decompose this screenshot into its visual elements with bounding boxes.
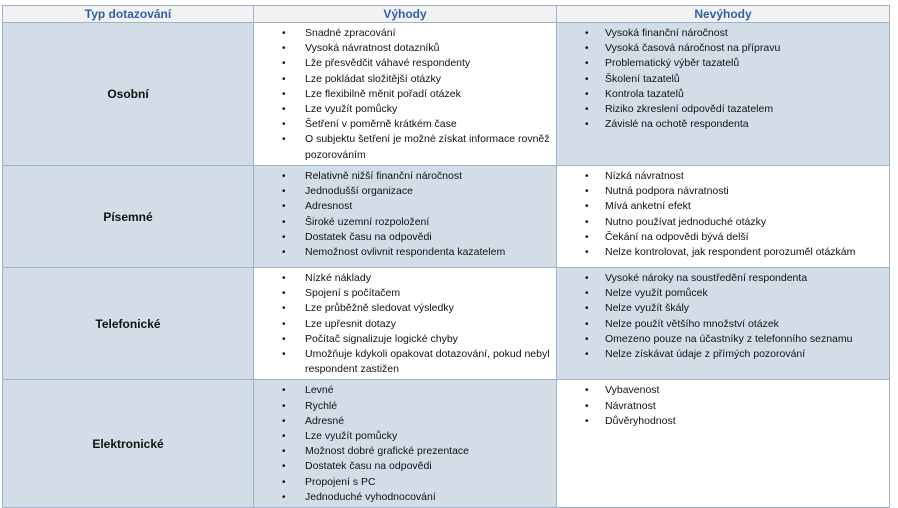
list-item: • Nelze kontrolovat, jak respondent porozuměl otázkám	[557, 245, 885, 260]
list-item: • Lze flexibilně měnit pořadí otázek	[254, 87, 552, 102]
header-pros: Výhody	[254, 6, 557, 23]
pros-list	[254, 383, 552, 505]
list-item: • Levné	[254, 383, 552, 398]
pros-cell	[254, 23, 557, 166]
list-item: • Vybavenost	[557, 383, 885, 398]
list-item: • Snadné zpracování	[254, 26, 552, 41]
list-item: • Lze upřesnit dotazy	[254, 317, 552, 332]
type-cell: Telefonické	[3, 268, 254, 380]
list-item: • Kontrola tazatelů	[557, 87, 885, 102]
cons-list	[557, 383, 885, 429]
list-item: • Návratnost	[557, 399, 885, 414]
list-item: • Nutno používat jednoduché otázky	[557, 215, 885, 230]
list-item: • Adresné	[254, 414, 552, 429]
list-item: • Jednoduché vyhodnocování	[254, 490, 552, 505]
list-item: • Nízké náklady	[254, 271, 552, 286]
list-item: • Lze pokládat složitější otázky	[254, 72, 552, 87]
header-cons: Nevýhody	[557, 6, 890, 23]
list-item: • Propojení s PC	[254, 475, 552, 490]
row-elektronicke	[3, 380, 890, 508]
type-cell: Elektronické	[3, 380, 254, 508]
list-item: • Školení tazatelů	[557, 72, 885, 87]
cons-list	[557, 271, 885, 362]
list-item: • Nutná podpora návratnosti	[557, 184, 885, 199]
list-item: • Mívá anketní efekt	[557, 199, 885, 214]
list-item: • Vysoká časová náročnost na přípravu	[557, 41, 885, 56]
cons-list	[557, 169, 885, 260]
list-item: • Důvěryhodnost	[557, 414, 885, 429]
survey-methods-table	[2, 5, 890, 508]
list-item: • Nelze získávat údaje z přímých pozorování	[557, 347, 885, 362]
list-item: • Lže přesvědčit váhavé respondenty	[254, 56, 552, 71]
list-item: • Riziko zkreslení odpovědí tazatelem	[557, 102, 885, 117]
list-item: • Lze průběžně sledovat výsledky	[254, 301, 552, 316]
pros-list	[254, 26, 552, 163]
list-item: • Počítač signalizuje logické chyby	[254, 332, 552, 347]
list-item: • Problematický výběr tazatelů	[557, 56, 885, 71]
list-item: • Spojení s počítačem	[254, 286, 552, 301]
list-item: • Dostatek času na odpovědi	[254, 459, 552, 474]
cons-cell	[557, 166, 890, 268]
cons-cell	[557, 380, 890, 508]
row-telefonicke	[3, 268, 890, 380]
list-item: • Relativně nižší finanční náročnost	[254, 169, 552, 184]
pros-list	[254, 169, 552, 260]
header-type: Typ dotazování	[3, 6, 254, 23]
list-item: • Dostatek času na odpovědi	[254, 230, 552, 245]
pros-cell	[254, 380, 557, 508]
list-item: • Vysoké nároky na soustředění respondenta	[557, 271, 885, 286]
list-item: • Lze využít pomůcky	[254, 429, 552, 444]
list-item: • O subjektu šetření je možné získat informace rovněž pozorováním	[254, 132, 552, 162]
list-item: • Vysoká návratnost dotazníků	[254, 41, 552, 56]
list-item: • Umožňuje kdykoli opakovat dotazování, pokud nebyl respondent zastižen	[254, 347, 552, 377]
list-item: • Lze využít pomůcky	[254, 102, 552, 117]
pros-cell	[254, 166, 557, 268]
row-osobni	[3, 23, 890, 166]
type-cell: Písemné	[3, 166, 254, 268]
row-pisemne	[3, 166, 890, 268]
list-item: • Jednodušší organizace	[254, 184, 552, 199]
list-item: • Šetření v poměrně krátkém čase	[254, 117, 552, 132]
cons-cell	[557, 268, 890, 380]
list-item: • Omezeno pouze na účastníky z telefonního seznamu	[557, 332, 885, 347]
list-item: • Nelze použít většího množství otázek	[557, 317, 885, 332]
list-item: • Závislé na ochotě respondenta	[557, 117, 885, 132]
list-item: • Čekání na odpovědi bývá delší	[557, 230, 885, 245]
type-cell: Osobní	[3, 23, 254, 166]
list-item: • Rychlé	[254, 399, 552, 414]
list-item: • Vysoká finanční náročnost	[557, 26, 885, 41]
cons-cell	[557, 23, 890, 166]
list-item: • Nemožnost ovlivnit respondenta kazatelem	[254, 245, 552, 260]
list-item: • Nízká návratnost	[557, 169, 885, 184]
list-item: • Možnost dobré grafické prezentace	[254, 444, 552, 459]
list-item: • Široké uzemní rozpoložení	[254, 215, 552, 230]
list-item: • Nelze využít pomůcek	[557, 286, 885, 301]
header-row	[3, 6, 890, 23]
list-item: • Nelze využít škály	[557, 301, 885, 316]
pros-cell	[254, 268, 557, 380]
cons-list	[557, 26, 885, 132]
pros-list	[254, 271, 552, 377]
list-item: • Adresnost	[254, 199, 552, 214]
